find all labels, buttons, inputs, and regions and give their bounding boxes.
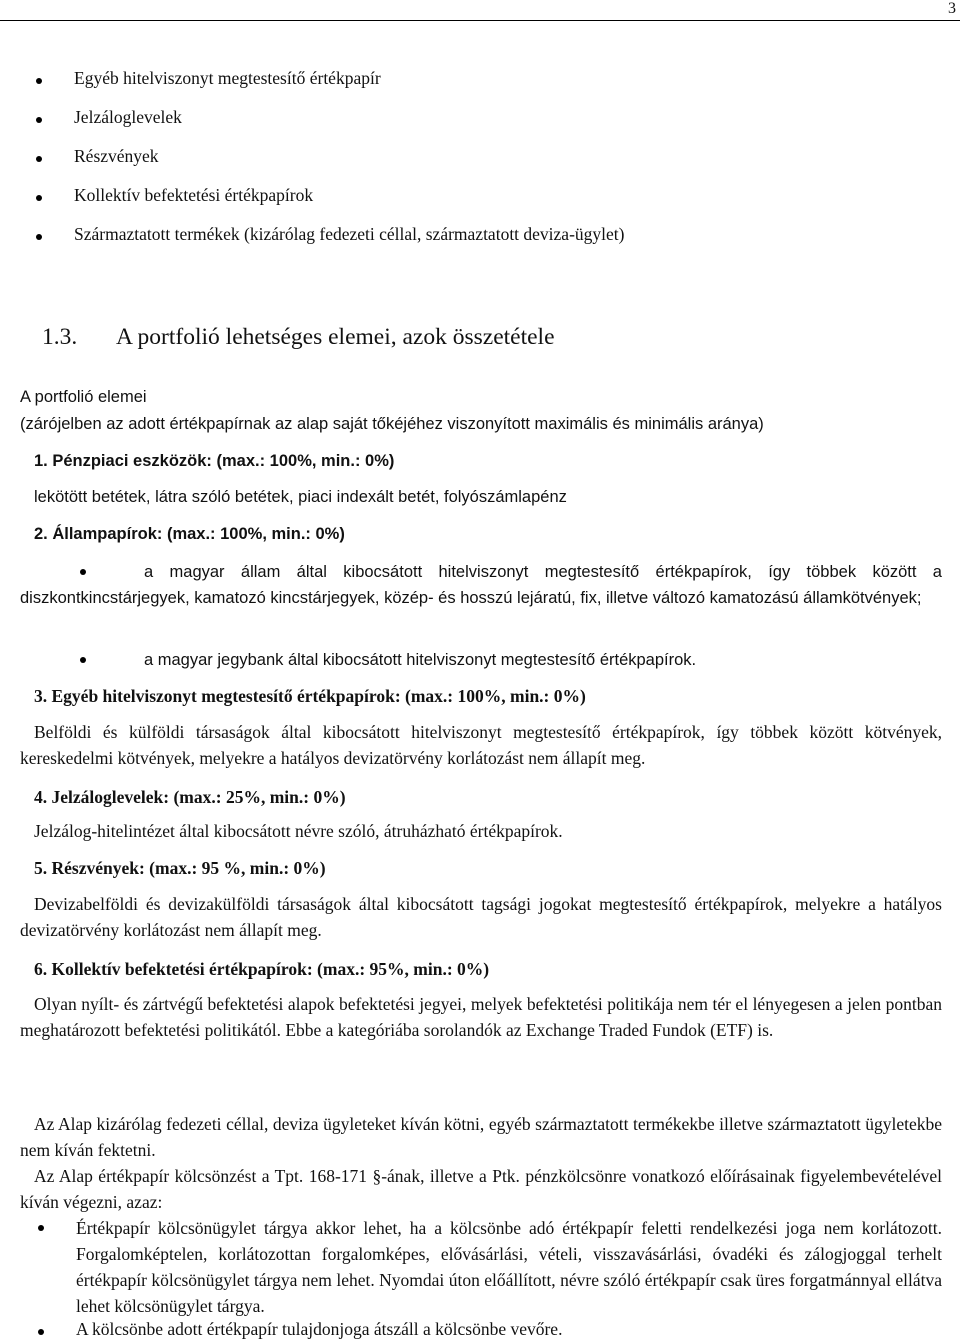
bullet-icon — [36, 78, 42, 84]
bullet-icon — [36, 117, 42, 123]
item-heading-1: 1. Pénzpiaci eszközök: (max.: 100%, min.: 0%) — [34, 452, 395, 470]
item-body-6: Olyan nyílt- és zártvégű befektetési alapok befektetési jegyei, melyek befektetési politikája nem tér el lényegesen a jelen pontban meghatározott befektetési politikától. Ebbe a kategóriába sorolandók az Exchange Traded Fundok (ETF) is. — [20, 994, 942, 1040]
portfolio-intro-title: A portfolió elemei — [20, 388, 147, 406]
bullet-icon — [38, 1225, 44, 1231]
item-heading-3: 3. Egyéb hitelviszonyt megtestesítő értékpapírok: (max.: 100%, min.: 0%) — [34, 686, 586, 706]
section-heading — [42, 324, 555, 351]
page-number: 3 — [948, 0, 956, 17]
section-symbol: § — [372, 1166, 382, 1186]
bullet-icon — [80, 657, 86, 663]
item-heading-4: 4. Jelzáloglevelek: (max.: 25%, min.: 0%) — [34, 787, 346, 807]
portfolio-intro-note: (zárójelben az adott értékpapírnak az alap saját tőkéjéhez viszonyított maximális és minimális aránya) — [20, 415, 764, 433]
item-body-4: Jelzálog-hitelintézet által kibocsátott névre szóló, átruházható értékpapírok. — [34, 821, 563, 841]
item-body-5: Devizabelföldi és devizakülföldi társaságok által kibocsátott tagsági jogokat megtestesítő értékpapírok, melyekre a hatályos devizatörvény korlátozást nem állapít meg. — [20, 894, 942, 940]
closing-paragraph-2: Az Alap értékpapír kölcsönzést a Tpt. 168-171 §-ának, illetve a Ptk. pénzkölcsönre vonatkozó előírásainak figyelembevételével kíván végezni, azaz: — [20, 1166, 942, 1212]
section-title: A portfolió lehetséges elemei, azok összetétele — [116, 324, 555, 350]
item-heading-2: 2. Állampapírok: (max.: 100%, min.: 0%) — [34, 525, 345, 543]
bullet-icon — [36, 156, 42, 162]
item-body-3: Belföldi és külföldi társaságok által kibocsátott hitelviszonyt megtestesítő értékpapírok, így többek között kötvények, kereskedelmi kötvények, melyekre a hatályos devizatörvény korlátozást nem állapít meg. — [20, 722, 942, 768]
item-2-bullet-2: a magyar jegybank által kibocsátott hitelviszonyt megtestesítő értékpapírok. — [144, 651, 697, 669]
header-rule — [0, 20, 960, 21]
item-body-1: lekötött betétek, látra szóló betétek, piaci indexált betét, folyószámlapénz — [34, 488, 567, 506]
item-2-bullet-1: a magyar állam által kibocsátott hitelviszonyt megtestesítő értékpapírok, így többek között a diszkontkincstárjegyek, kamatozó kincstárjegyek, közép- és hosszú lejáratú, fix, illetve változó kamatozású államkötvények; — [20, 563, 942, 607]
item-heading-5: 5. Részvények: (max.: 95 %, min.: 0%) — [34, 858, 326, 878]
bullet-icon — [36, 234, 42, 240]
bullet-icon — [36, 195, 42, 201]
closing-bullet-1: Értékpapír kölcsönügylet tárgya akkor lehet, ha a kölcsönbe adó értékpapír feletti rendelkezési joga nem korlátozott. Forgalomképtelen, korlátozottan forgalomképes, elővásárlási, vételi, visszavásárlási, óvadéki és zálogjoggal terhelt értékpapír kölcsönügylet tárgya nem lehet. Nyomdai úton előállított, névre szóló értékpapír csak üres forgatmánnyal ellátva lehet kölcsönügylet tárgya. — [76, 1218, 942, 1316]
section-number: 1.3. — [42, 324, 78, 350]
closing-bullet-2: A kölcsönbe adott értékpapír tulajdonjoga átszáll a kölcsönbe vevőre. — [76, 1319, 563, 1339]
bullet-icon — [38, 1329, 44, 1335]
item-heading-6: 6. Kollektív befektetési értékpapírok: (max.: 95%, min.: 0%) — [34, 959, 490, 979]
closing-paragraph-1: Az Alap kizárólag fedezeti céllal, deviza ügyleteket kíván kötni, egyéb származtatott termékekbe illetve származtatott ügyletekbe nem kíván fektetni. — [20, 1114, 942, 1160]
